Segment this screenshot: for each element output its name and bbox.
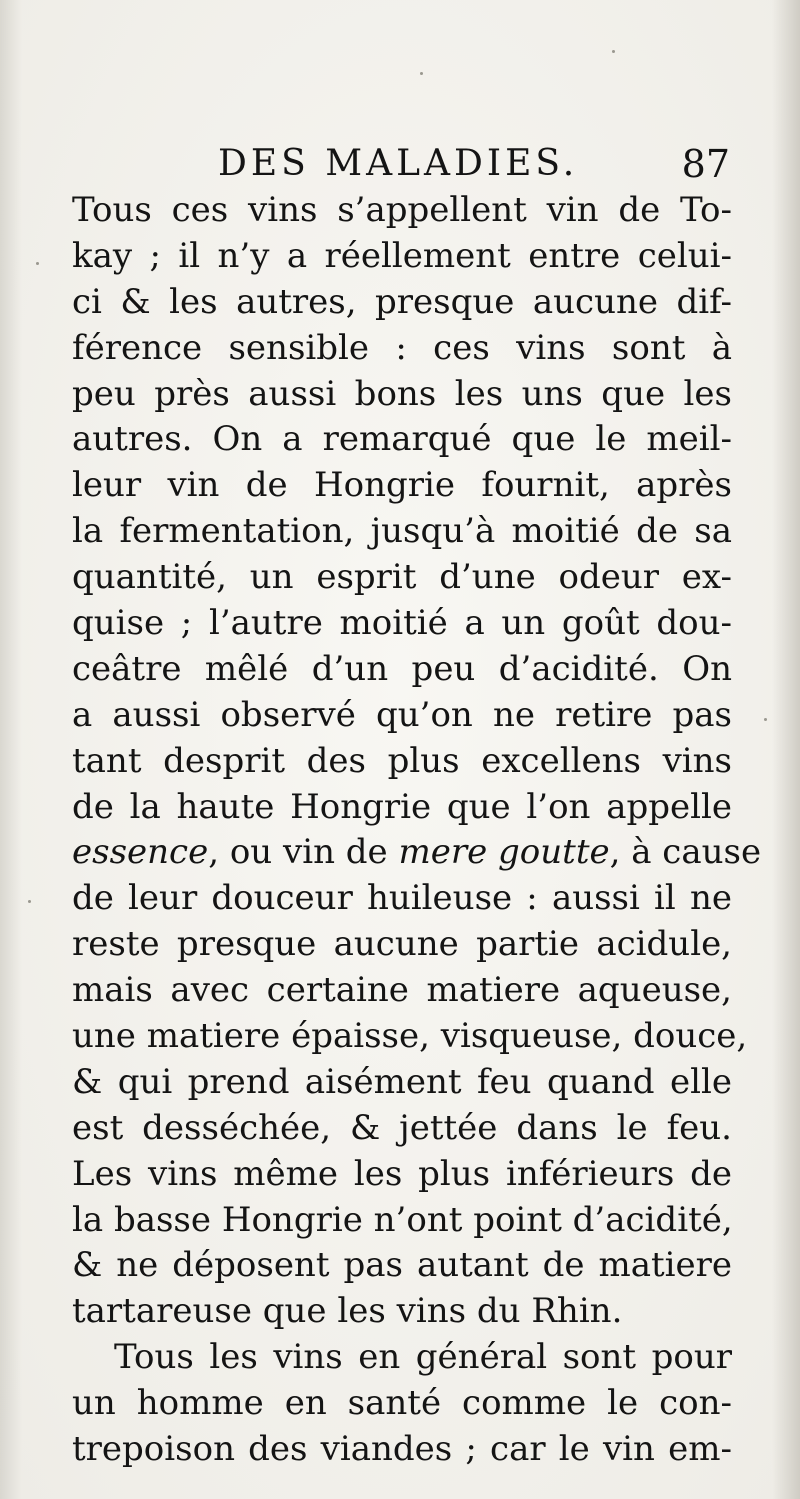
text-fragment: , à cause [609, 832, 762, 873]
paper-speck [764, 718, 767, 721]
text-line: est desséchée, & jettée dans le feu. [72, 1107, 732, 1148]
text-line: & ne déposent pas autant de matiere [72, 1245, 732, 1286]
text-line: peu près aussi bons les uns que les [72, 373, 732, 414]
text-line: tant desprit des plus excellens vins [72, 740, 732, 781]
paper-speck [612, 50, 615, 53]
italic-term-mere-goutte: mere goutte [398, 832, 610, 873]
text-line: Les vins même les plus inférieurs de [72, 1153, 732, 1194]
paper-speck [28, 900, 31, 903]
text-line: une matiere épaisse, visqueuse, douce, [72, 1016, 748, 1057]
text-line: de la haute Hongrie que l’on appelle [72, 786, 732, 827]
page-number: 87 [681, 142, 730, 186]
paper-speck [36, 262, 39, 265]
text-line: la basse Hongrie n’ont point d’acidité, [72, 1199, 733, 1240]
text-line: Tous les vins en général sont pour [114, 1337, 732, 1378]
text-line: Tous ces vins s’appellent vin de To- [72, 190, 732, 230]
text-line: & qui prend aisément feu quand elle [72, 1061, 732, 1102]
paper-speck [420, 72, 423, 75]
text-line: ceâtre mêlé d’un peu d’acidité. On [72, 648, 732, 689]
text-line: ci & les autres, presque aucune dif- [72, 281, 732, 322]
text-line: la fermentation, jusqu’à moitié de sa [72, 511, 732, 552]
text-fragment: , ou vin de [208, 832, 399, 873]
text-line: férence sensible : ces vins sont à [72, 327, 732, 368]
text-line: un homme en santé comme le con- [72, 1383, 732, 1424]
text-line: trepoison des viandes ; car le vin em- [72, 1429, 732, 1470]
text-line: de leur douceur huileuse : aussi il ne [72, 878, 732, 919]
text-line: reste presque aucune partie acidule, [72, 924, 732, 965]
text-line: mais avec certaine matiere aqueuse, [72, 970, 732, 1011]
text-line: a aussi observé qu’on ne retire pas [72, 694, 732, 735]
running-head: DES MALADIES. [218, 143, 579, 184]
text-line: kay ; il n’y a réellement entre celui- [72, 235, 732, 276]
text-line: quise ; l’autre moitié a un goût dou- [72, 603, 732, 644]
italic-term-essence: essence [72, 832, 209, 873]
text-line: leur vin de Hongrie fournit, après [72, 465, 732, 506]
body-text [72, 188, 762, 1473]
text-line-mixed [72, 830, 762, 876]
page-edge-shadow-right [772, 0, 800, 1499]
page-header [68, 138, 736, 190]
text-line: tartareuse que les vins du Rhin. [72, 1291, 623, 1332]
text-line: quantité, un esprit d’une odeur ex- [72, 557, 732, 598]
page-edge-shadow-left [0, 0, 22, 1499]
text-line: autres. On a remarqué que le meil- [72, 419, 732, 460]
